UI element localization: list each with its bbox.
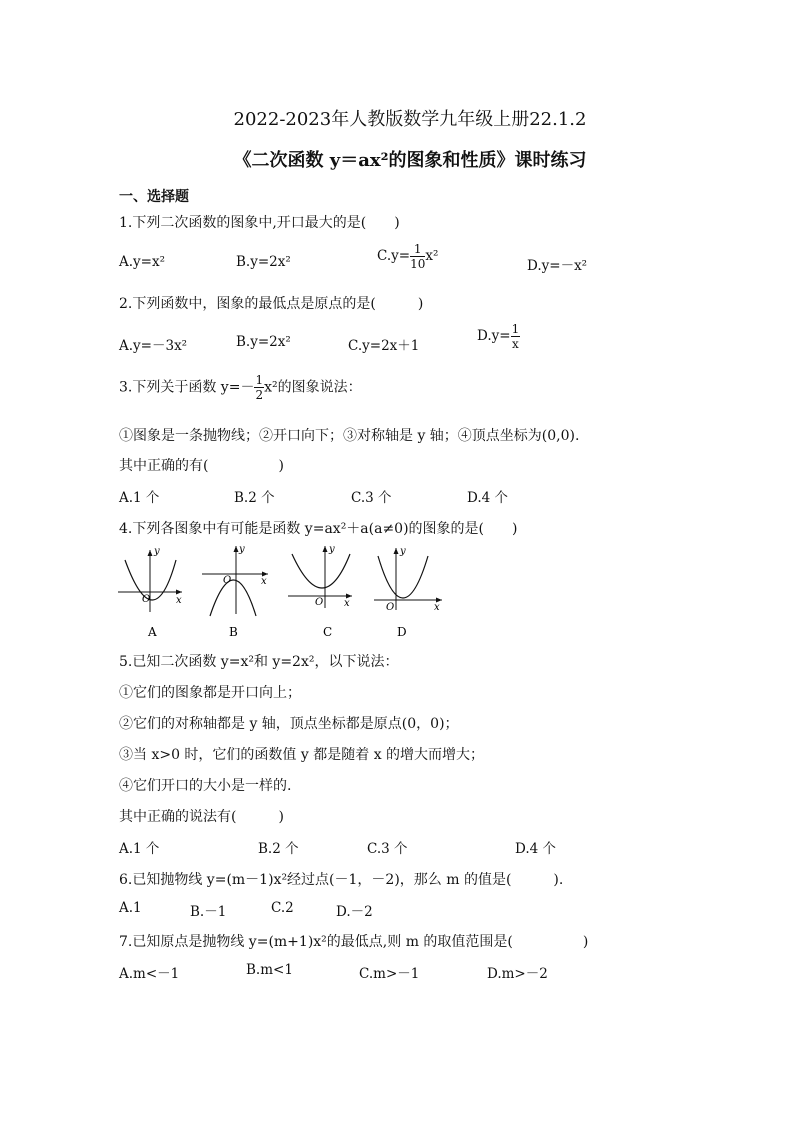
question-5-option-a: A.1 个 xyxy=(119,841,160,857)
section-heading-choice: 一、选择题 xyxy=(119,189,189,205)
question-4-graphs xyxy=(110,540,460,646)
graph-b-origin: O xyxy=(223,575,232,586)
question-2-option-d-denominator: x xyxy=(512,337,519,351)
question-2-option-d-prefix: D.y= xyxy=(477,328,511,344)
question-1-option-c xyxy=(377,243,438,270)
graph-a-y-arrow xyxy=(148,550,153,556)
question-5-prompt: 其中正确的说法有( ) xyxy=(119,809,284,825)
graph-d xyxy=(374,546,442,639)
graph-a-x-label: x xyxy=(176,595,182,606)
question-7-option-c: C.m>－1 xyxy=(359,966,420,982)
question-6-option-c: C.2 xyxy=(271,900,294,916)
question-1-option-c-suffix: x² xyxy=(425,248,439,264)
question-1-stem: 1.下列二次函数的图象中,开口最大的是( ) xyxy=(119,215,400,231)
question-3-stem-fraction xyxy=(254,374,264,401)
graph-c-y-arrow xyxy=(323,546,328,552)
question-5-option-c: C.3 个 xyxy=(367,841,408,857)
graph-b-x-label: x xyxy=(261,576,267,587)
question-7-option-d: D.m>－2 xyxy=(487,966,548,982)
graph-a-label: A xyxy=(148,625,157,639)
question-2-option-d xyxy=(477,323,520,350)
question-2-option-d-fraction xyxy=(511,323,521,350)
graph-b-parabola xyxy=(210,580,256,616)
question-5-statement-3: ③当 x>0 时，它们的函数值 y 都是随着 x 的增大而增大； xyxy=(119,747,485,763)
question-3-stem xyxy=(119,374,362,401)
question-7-option-a: A.m<－1 xyxy=(119,966,180,982)
question-3-statements: ①图象是一条抛物线；②开口向下；③对称轴是 y 轴；④顶点坐标为(0,0). xyxy=(119,428,580,444)
question-5-option-d: D.4 个 xyxy=(515,841,557,857)
graph-c-origin: O xyxy=(315,597,324,608)
graph-c-x-label: x xyxy=(344,598,350,609)
question-3-stem-suffix: x²的图象说法： xyxy=(264,379,362,396)
question-3-prompt: 其中正确的有( ) xyxy=(119,458,284,474)
document-title-line-2: 《二次函数 y＝ax²的图象和性质》课时练习 xyxy=(233,150,587,171)
question-2-option-b: B.y=2x² xyxy=(236,334,291,350)
graph-c-label: C xyxy=(323,625,333,639)
question-3-option-d: D.4 个 xyxy=(467,490,509,506)
question-2-stem: 2.下列函数中，图象的最低点是原点的是( ) xyxy=(119,296,424,312)
question-1-option-c-numerator: 1 xyxy=(410,243,425,257)
question-5-statement-2: ②它们的对称轴都是 y 轴，顶点坐标都是原点(0，0)； xyxy=(119,716,459,732)
graph-d-y-label: y xyxy=(400,546,406,557)
question-7-stem: 7.已知原点是抛物线 y=(m+1)x²的最低点,则 m 的取值范围是( ) xyxy=(119,934,589,950)
question-2-option-a: A.y=－3x² xyxy=(119,338,188,354)
question-6-option-d: D.－2 xyxy=(336,904,373,920)
graph-d-y-arrow xyxy=(394,548,399,554)
question-7-option-b: B.m<1 xyxy=(246,962,293,978)
question-1-option-b: B.y=2x² xyxy=(236,254,291,270)
graph-a xyxy=(118,546,182,639)
question-3-stem-denominator: 2 xyxy=(255,388,264,402)
question-6-stem: 6.已知抛物线 y=(m－1)x²经过点(－1，－2)，那么 m 的值是( ). xyxy=(119,872,564,888)
question-2-option-c: C.y=2x＋1 xyxy=(348,338,420,354)
question-3-option-c: C.3 个 xyxy=(351,490,392,506)
question-6-option-b: B.－1 xyxy=(190,904,227,920)
question-2-option-d-numerator: 1 xyxy=(511,322,520,336)
graph-a-origin: O xyxy=(142,594,151,605)
question-1-option-c-fraction xyxy=(410,243,425,270)
question-1-option-c-prefix: C.y= xyxy=(377,248,411,264)
question-1-option-c-denominator: 10 xyxy=(410,257,426,271)
graph-b xyxy=(202,544,268,639)
graph-a-y-label: y xyxy=(154,546,160,557)
document-title-line-1: 2022-2023年人教版数学九年级上册22.1.2 xyxy=(233,109,587,130)
graph-b-y-arrow xyxy=(234,546,239,552)
graph-c-y-label: y xyxy=(329,544,335,555)
question-6-option-a: A.1 xyxy=(119,900,142,916)
graph-c-parabola xyxy=(292,554,350,588)
question-3-option-a: A.1 个 xyxy=(119,490,160,506)
question-3-option-b: B.2 个 xyxy=(234,490,275,506)
graph-b-y-label: y xyxy=(239,544,245,555)
graph-a-x-arrow xyxy=(176,590,182,595)
question-5-statement-1: ①它们的图象都是开口向上； xyxy=(119,685,301,701)
graph-d-x-label: x xyxy=(434,602,440,613)
graph-c xyxy=(288,544,352,639)
question-5-option-b: B.2 个 xyxy=(258,841,299,857)
question-5-statement-4: ④它们开口的大小是一样的. xyxy=(119,778,292,794)
graph-d-label: D xyxy=(397,625,407,639)
question-3-stem-prefix: 3.下列关于函数 y=－ xyxy=(119,379,255,396)
question-4-stem: 4.下列各图象中有可能是函数 y=ax²＋a(a≠0)的图象的是( ) xyxy=(119,521,518,537)
question-5-stem: 5.已知二次函数 y=x²和 y=2x²，以下说法： xyxy=(119,654,399,670)
graph-d-parabola xyxy=(378,556,428,598)
graph-d-origin: O xyxy=(386,602,395,613)
question-1-option-d: D.y=－x² xyxy=(527,258,588,274)
question-1-option-a: A.y=x² xyxy=(119,254,166,270)
graph-b-label: B xyxy=(229,625,238,639)
question-3-stem-numerator: 1 xyxy=(255,373,264,387)
